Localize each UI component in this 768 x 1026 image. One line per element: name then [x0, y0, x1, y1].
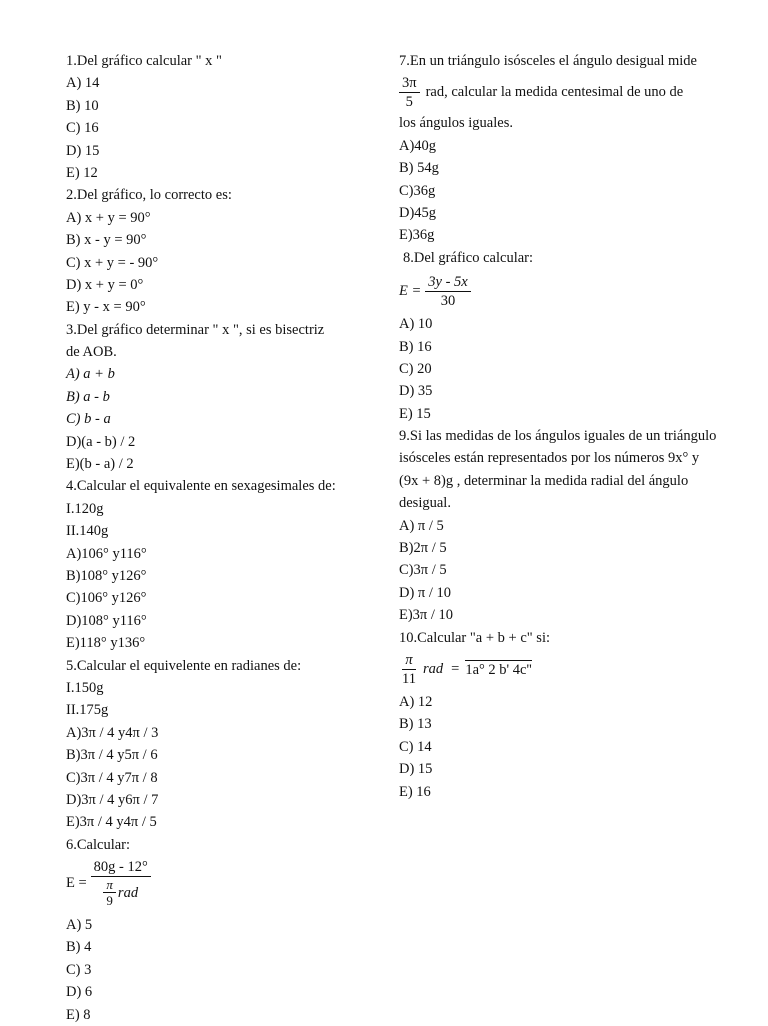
option-a: A) 5: [66, 917, 93, 934]
question-title: 7.En un triángulo isósceles el ángulo desigual mide: [399, 53, 697, 69]
option-a: A)40g: [399, 137, 437, 154]
option-b: B) 54g: [399, 160, 439, 177]
denominator: [100, 877, 141, 908]
e-label: E =: [399, 282, 422, 299]
option-a: A) 10: [399, 316, 433, 333]
option-c: C) 20: [399, 360, 432, 377]
question-title-line-2: de AOB.: [66, 344, 117, 361]
item-i: I.150g: [66, 679, 104, 696]
question-title-line-2: [399, 72, 744, 112]
rad-label: rad: [422, 661, 444, 678]
option-a: A)3π / 4 y4π / 3: [66, 724, 159, 741]
rad-label: rad: [117, 884, 139, 901]
option-c: C)3π / 4 y7π / 8: [66, 769, 158, 786]
left-column: [66, 50, 366, 1026]
question-9: [399, 425, 744, 627]
question-title: 4.Calcular el equivalente en sexagesimales de:: [66, 478, 336, 495]
question-title-line-2: isósceles están representados por los números 9x° y: [399, 450, 700, 467]
question-title: 6.Calcular:: [66, 836, 131, 853]
option-d: D)(a - b) / 2: [66, 433, 136, 450]
e-label: E =: [66, 874, 87, 891]
denominator: 30: [440, 292, 456, 309]
pi-symbol: π: [103, 877, 116, 893]
option-c: C) 14: [399, 738, 432, 755]
fraction-pi-11: [399, 651, 419, 688]
option-c: C)3π / 5: [399, 562, 447, 579]
denominator: 11: [402, 671, 416, 688]
question-title-line-3: (9x + 8)g , determinar la medida radial del ángulo: [399, 472, 689, 489]
option-e: E) y - x = 90°: [66, 299, 146, 316]
option-c: C) x + y = - 90°: [66, 254, 159, 271]
option-b: B)2π / 5: [399, 540, 447, 557]
question-title: 1.Del gráfico calcular " x ": [66, 53, 222, 69]
numerator: 3π: [399, 74, 420, 93]
option-a: A) 14: [66, 75, 100, 92]
option-c: C) 3: [66, 961, 92, 978]
option-a: A)106° y116°: [66, 545, 147, 562]
question-title-line-4: desigual.: [399, 495, 451, 512]
option-e: E) 8: [66, 1006, 91, 1023]
dms-value: 1a° 2 b' 4c'': [465, 662, 532, 679]
question-title: 2.Del gráfico, lo correcto es:: [66, 187, 232, 204]
question-title: 8.Del gráfico calcular:: [403, 249, 534, 266]
option-d: D) x + y = 0°: [66, 276, 144, 293]
fraction: [91, 858, 151, 908]
equals-sign: =: [451, 661, 460, 678]
question-8: [399, 247, 744, 425]
option-a: A) 12: [399, 693, 433, 710]
option-e: E) 15: [399, 405, 431, 422]
question-7: [399, 50, 744, 247]
text-after-fraction: rad, calcular la medida centesimal de uno de: [425, 84, 684, 101]
option-b: B)108° y126°: [66, 567, 147, 584]
option-b: B) 13: [399, 716, 432, 733]
formula-pi-11: [399, 651, 744, 689]
nine: 9: [106, 893, 113, 909]
option-c: C) 16: [66, 120, 99, 137]
numerator: π: [402, 651, 415, 670]
option-e: E)3π / 10: [399, 607, 454, 624]
option-c: C) b - a: [66, 411, 111, 428]
option-b: B) 4: [66, 939, 92, 956]
option-b: B) a - b: [66, 388, 110, 405]
fraction-3pi-5: [399, 74, 420, 111]
question-1: [66, 50, 366, 184]
fraction: [425, 273, 470, 310]
question-title: 5.Calcular el equivelente en radianes de:: [66, 657, 302, 674]
option-e: E) 16: [399, 783, 431, 800]
question-title-line-3: los ángulos iguales.: [399, 115, 513, 132]
question-6: [66, 834, 366, 1026]
question-title: 10.Calcular "a + b + c" si:: [399, 629, 551, 646]
question-2: [66, 184, 366, 318]
option-d: D)108° y116°: [66, 612, 147, 629]
pi-over-9: [103, 877, 116, 908]
question-title-line-1: 9.Si las medidas de los ángulos iguales de un triángulo: [399, 428, 717, 445]
option-e: E)36g: [399, 227, 435, 244]
question-5: [66, 655, 366, 834]
item-i: I.120g: [66, 500, 104, 517]
option-b: B) 16: [399, 338, 432, 355]
option-e: E)118° y136°: [66, 635, 146, 652]
option-d: D) π / 10: [399, 584, 452, 601]
denominator: 5: [405, 93, 413, 110]
right-column: [399, 50, 744, 803]
question-4: [66, 475, 366, 654]
option-b: B) x - y = 90°: [66, 232, 147, 249]
option-b: B) 10: [66, 97, 99, 114]
option-a: A) π / 5: [399, 517, 444, 534]
option-c: C)106° y126°: [66, 590, 147, 607]
question-3: [66, 319, 366, 476]
option-d: D)45g: [399, 204, 437, 221]
formula-e: [399, 271, 744, 311]
option-d: D) 35: [399, 383, 433, 400]
option-d: D)3π / 4 y6π / 7: [66, 791, 159, 808]
numerator: 3y - 5x: [425, 273, 470, 292]
item-ii: II.140g: [66, 523, 109, 540]
option-c: C)36g: [399, 182, 436, 199]
item-ii: II.175g: [66, 702, 109, 719]
option-d: D) 6: [66, 984, 93, 1001]
option-e: E)(b - a) / 2: [66, 456, 134, 473]
question-10: [399, 627, 744, 803]
option-a: A) a + b: [66, 366, 115, 383]
option-a: A) x + y = 90°: [66, 209, 151, 226]
formula-e: [66, 858, 366, 908]
option-d: D) 15: [66, 142, 100, 159]
question-title-line-1: 3.Del gráfico determinar " x ", si es bisectriz: [66, 321, 325, 338]
option-e: E) 12: [66, 164, 98, 181]
numerator: 80g - 12°: [91, 858, 151, 877]
option-d: D) 15: [399, 761, 433, 778]
option-e: E)3π / 4 y4π / 5: [66, 814, 157, 831]
option-b: B)3π / 4 y5π / 6: [66, 747, 158, 764]
